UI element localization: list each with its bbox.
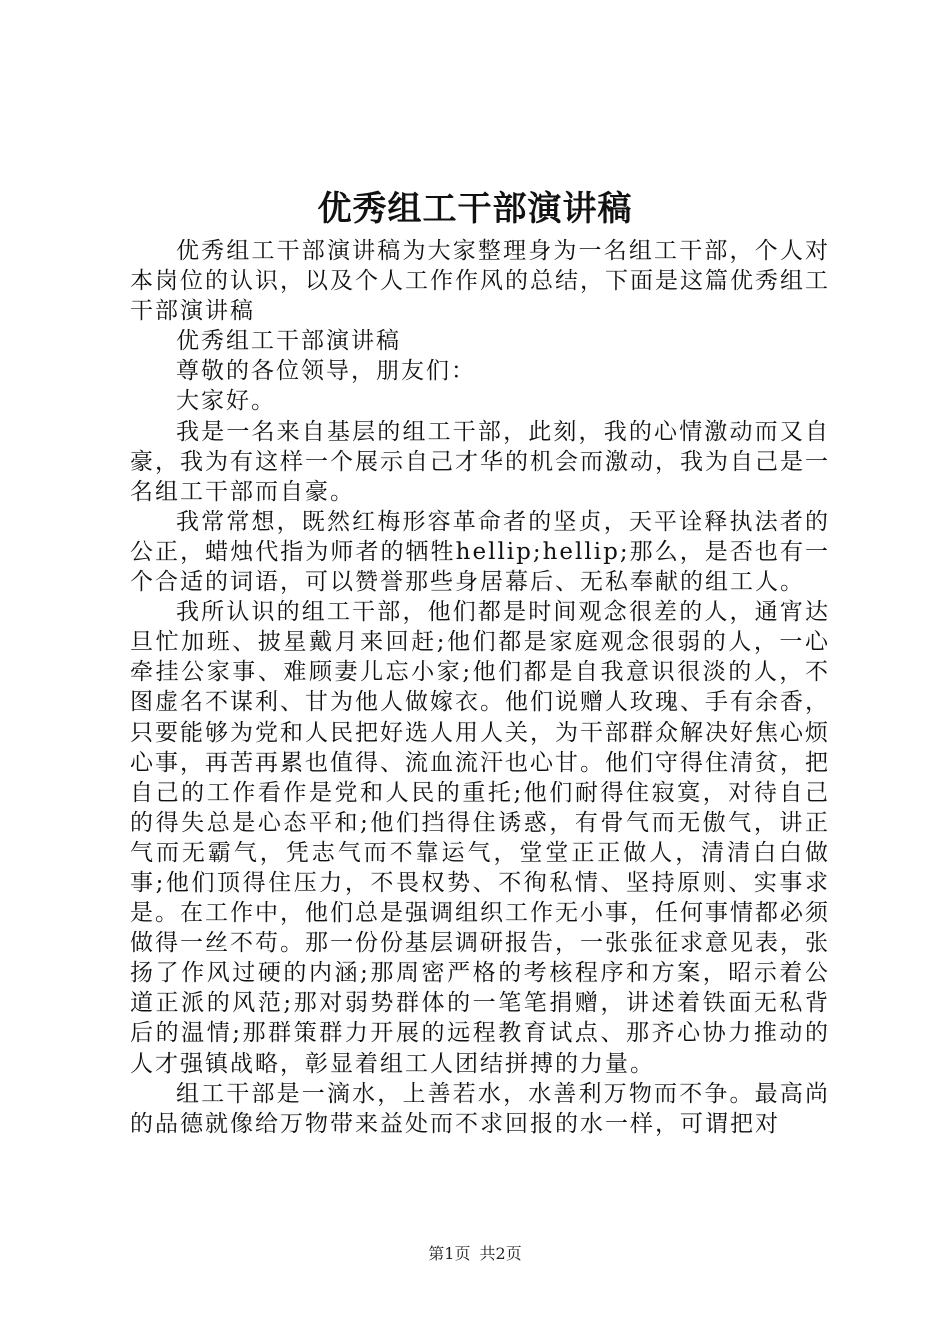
paragraph-water-metaphor: 组工干部是一滴水，上善若水，水善利万物而不争。最高尚的品德就像给万物带来益处而不求回报的水一样，可谓把对 [130, 1080, 830, 1137]
paragraph-description: 我所认识的组工干部，他们都是时间观念很差的人，通宵达旦忙加班、披星戴月来回赶;他们都是家庭观念很弱的人，一心牵挂公家事、难顾妻儿忘小家;他们都是自我意识很淡的人，不图虚名不谋利、甘为他人做嫁衣。他们说赠人玫瑰、手有余香，只要能够为党和人民把好选人用人关，为干部群众解决好焦心烦心事，再苦再累也值得、流血流汗也心甘。他们守得住清贫，把自己的工作看作是党和人民的重托;他们耐得住寂寞，对待自己的得失总是心态平和;他们挡得住诱惑，有骨气而无傲气，讲正气而无霸气，凭志气而不靠运气，堂堂正正做人，清清白白做事;他们顶得住压力，不畏权势、不徇私情、坚持原则、实事求是。在工作中，他们总是强调组织工作无小事，任何事情都必须做得一丝不苟。那一份份基层调研报告，一张张征求意见表，张扬了作风过硬的内涵;那周密严格的考核程序和方案，昭示着公道正派的风范;那对弱势群体的一笔笔捐赠，讲述着铁面无私背后的温情;那群策群力开展的远程教育试点、那齐心协力推动的人才强镇战略，彰显着组工人团结拼搏的力量。 [130, 599, 830, 1077]
document-body [130, 236, 830, 1139]
page-footer [0, 1244, 950, 1264]
paragraph-subtitle: 优秀组工干部演讲稿 [176, 328, 401, 355]
page-total: 共2页 [479, 1244, 522, 1263]
paragraph-salutation: 尊敬的各位领导，朋友们： [176, 358, 476, 385]
paragraph-reflection: 我常常想，既然红梅形容革命者的坚贞，天平诠释执法者的公正，蜡烛代指为师者的牺牲hellip;hellip;那么，是否也有一个合适的词语，可以赞誉那些身居幕后、无私奉献的组工人。 [130, 508, 830, 596]
page-title: 优秀组工干部演讲稿 [317, 189, 633, 229]
paragraph-self-intro: 我是一名来自基层的组工干部，此刻，我的心情激动而又自豪，我为有这样一个展示自己才华的机会而激动，我为自己是一名组工干部而自豪。 [130, 418, 830, 505]
page-number: 第1页 [428, 1244, 471, 1263]
paragraph-greeting: 大家好。 [176, 388, 276, 415]
paragraph-intro: 优秀组工干部演讲稿为大家整理身为一名组工干部，个人对本岗位的认识，以及个人工作作风的总结，下面是这篇优秀组工干部演讲稿 [130, 238, 830, 325]
